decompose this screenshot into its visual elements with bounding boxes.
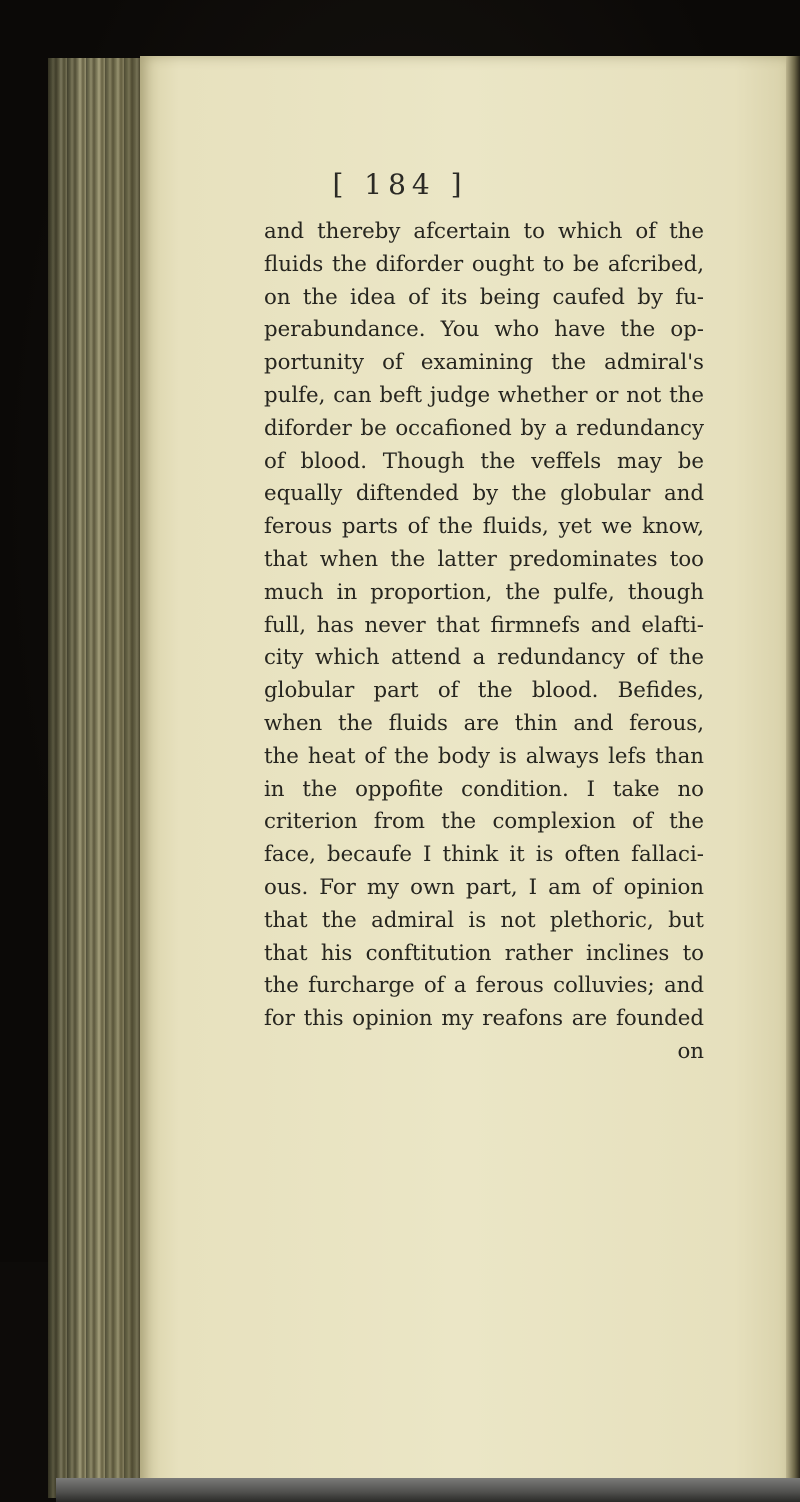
body-text bbox=[264, 216, 704, 1069]
text-line: perabundance. You who have the op- bbox=[264, 317, 704, 343]
book-cover-bottom bbox=[56, 1478, 800, 1502]
text-line: ous. For my own part, I am of opinion bbox=[264, 874, 704, 900]
text-line: of blood. Though the veffels may be bbox=[264, 448, 704, 474]
text-line: city which attend a redundancy of the bbox=[264, 645, 704, 671]
text-line: fluids the diforder ought to be afcribed, bbox=[264, 251, 704, 277]
catchword: on bbox=[677, 1038, 704, 1064]
text-line: ferous parts of the fluids, yet we know, bbox=[264, 514, 704, 540]
text-line: criterion from the complexion of the bbox=[264, 809, 704, 835]
text-line: the furcharge of a ferous colluvies; and bbox=[264, 973, 704, 999]
text-line: the heat of the body is always lefs than bbox=[264, 743, 704, 769]
text-line: face, becaufe I think it is often fallaci- bbox=[264, 842, 704, 868]
text-line: pulfe, can beft judge whether or not the bbox=[264, 382, 704, 408]
text-line: that when the latter predominates too bbox=[264, 546, 704, 572]
page-number-header: [ 184 ] bbox=[332, 168, 468, 201]
text-line: portunity of examining the admiral's bbox=[264, 350, 704, 376]
text-line: that his conftitution rather inclines to bbox=[264, 940, 704, 966]
text-line: in the oppofite condition. I take no bbox=[264, 776, 704, 802]
text-line: globular part of the blood. Befides, bbox=[264, 678, 704, 704]
text-line: equally diftended by the globular and bbox=[264, 481, 704, 507]
page-right-edge bbox=[786, 56, 800, 1492]
text-line: on the idea of its being caufed by fu- bbox=[264, 284, 704, 310]
text-line: much in proportion, the pulfe, though bbox=[264, 579, 704, 605]
text-line: when the fluids are thin and ferous, bbox=[264, 710, 704, 736]
text-line: for this opinion my reafons are founded bbox=[264, 1006, 704, 1032]
text-line: full, has never that firmnefs and elafti- bbox=[264, 612, 704, 638]
text-line: that the admiral is not plethoric, but bbox=[264, 907, 704, 933]
text-line: diforder be occafioned by a redundancy bbox=[264, 415, 704, 441]
binding-shadow bbox=[48, 58, 146, 1498]
text-line: and thereby afcertain to which of the bbox=[264, 219, 704, 244]
